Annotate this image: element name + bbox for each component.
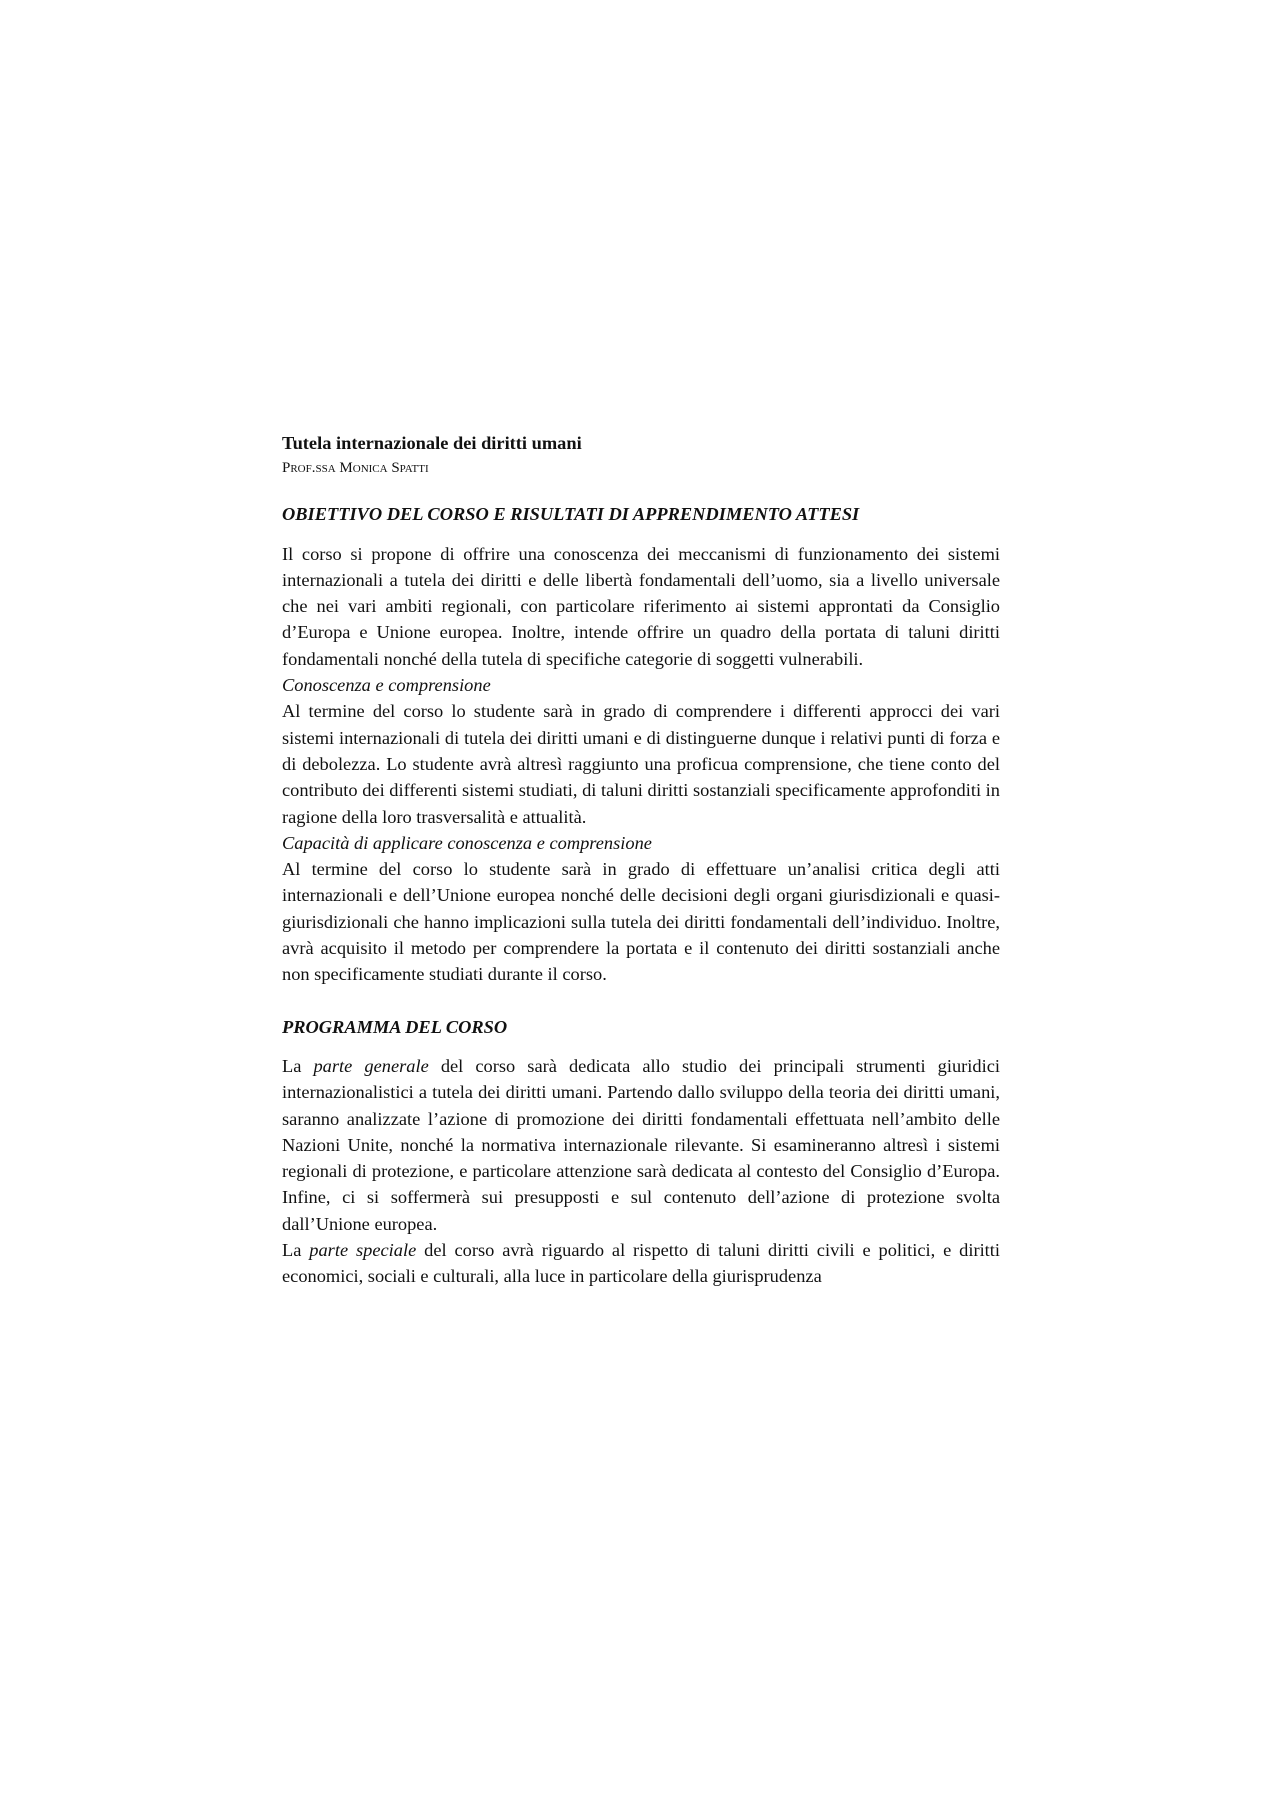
objectives-intro-paragraph: Il corso si propone di offrire una conoscenza dei meccanismi di funzionamento dei sistemi internazionali a tutela dei diritti e delle libertà fondamentali dell’uomo, sia a livello universale che nei vari ambiti regionali, con particolare riferimento ai sistemi approntati da Consiglio d’Europa e Unione europea. Inoltre, intende offrire un quadro della portata di taluni diritti fondamentali nonché della tutela di specifiche categorie di soggetti vulnerabili. (282, 543, 1000, 669)
section-heading-programme: PROGRAMMA DEL CORSO (282, 1016, 508, 1037)
knowledge-paragraph: Al termine del corso lo studente sarà in grado di comprendere i differenti approcci dei vari sistemi internazionali di tutela dei diritti umani e di distinguerne dunque i relativi punti di forza e di debolezza. Lo studente avrà altresì raggiunto una proficua comprensione, che tiene conto del contributo dei differenti sistemi studiati, di taluni diritti sostanziali specificamente approfonditi in ragione della loro trasversalità e attualità. (282, 701, 1000, 827)
special-part-text: del corso avrà riguardo al rispetto di taluni diritti civili e politici, e diritti economici, sociali e culturali, alla luce in particolare della giurisprudenza (282, 1240, 1001, 1287)
special-part-term: parte speciale (309, 1240, 417, 1261)
general-part-paragraph (282, 1053, 1000, 1237)
section-heading-objectives: OBIETTIVO DEL CORSO E RISULTATI DI APPRENDIMENTO ATTESI (282, 504, 860, 525)
special-part-lead: La (282, 1240, 310, 1261)
subheading-applying-knowledge: Capacità di applicare conoscenza e comprensione (282, 832, 652, 853)
section-spacer (282, 988, 1000, 1014)
applying-knowledge-paragraph: Al termine del corso lo studente sarà in grado di effettuare un’analisi critica degli atti internazionali e dell’Unione europea nonché delle decisioni degli organi giurisdizionali e quasi-giurisdizionali che hanno implicazioni sulla tutela dei diritti fondamentali dell’individuo. Inoltre, avrà acquisito il metodo per comprendere la portata e il contenuto dei diritti sostanziali anche non specificamente studiati durante il corso. (282, 859, 1000, 985)
general-part-term: parte generale (313, 1055, 429, 1076)
general-part-text: del corso sarà dedicata allo studio dei principali strumenti giuridici internazionalistici a tutela dei diritti umani. Partendo dallo sviluppo della teoria dei diritti umani, saranno analizzate l’azione di promozione dei diritti fondamentali effettuata nell’ambito delle Nazioni Unite, nonché la normativa internazionale rilevante. Si esamineranno altresì i sistemi regionali di protezione, e particolare attenzione sarà dedicata al contesto del Consiglio d’Europa. Infine, ci si soffermerà sui presupposti e sul contenuto dell’azione di protezione svolta dall’Unione europea. (282, 1055, 1000, 1234)
document-page (282, 430, 1000, 1290)
subheading-knowledge: Conoscenza e comprensione (282, 675, 491, 696)
course-professor: Prof.ssa Monica Spatti (282, 460, 429, 477)
general-part-lead: La (282, 1055, 314, 1076)
special-part-paragraph (282, 1237, 1000, 1290)
course-title: Tutela internazionale dei diritti umani (282, 433, 582, 453)
